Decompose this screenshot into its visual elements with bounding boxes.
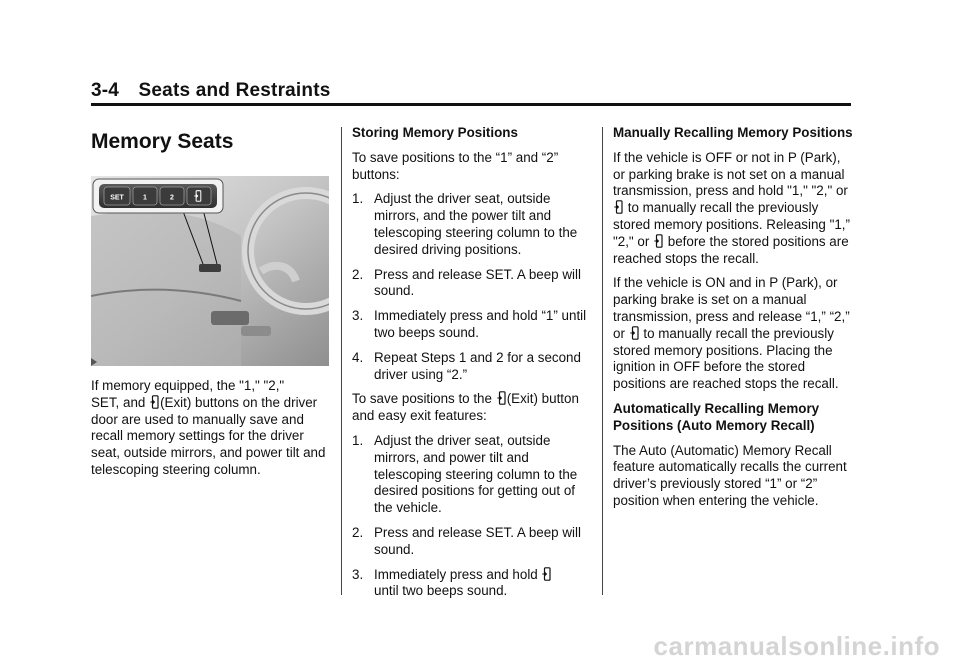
figure-2-label: 2 xyxy=(170,194,174,202)
step-text: Press and release SET. A beep will sound. xyxy=(374,266,581,299)
steps-list-b xyxy=(352,433,588,559)
auto-recall-heading: Automatically Recalling Memory Positions (Auto Memory Recall) xyxy=(613,400,820,433)
storing-heading: Storing Memory Positions xyxy=(352,125,518,140)
step-number: 1. xyxy=(352,191,364,207)
header-rule xyxy=(91,103,851,106)
step-text: Adjust the driver seat, outside mirrors, and power tilt and telescoping steering column to the desired positions for getting out of the vehicle. xyxy=(374,432,578,516)
step-item xyxy=(352,191,588,258)
door-panel-figure xyxy=(91,176,329,366)
chapter-title: Seats and Restraints xyxy=(138,80,331,101)
column-divider-1 xyxy=(341,127,342,595)
step-item xyxy=(352,525,588,559)
manual-recall-p1-b: to manually recall the previously stored memory positions. Releasing "1,” "2," or xyxy=(613,200,850,249)
column-divider-2 xyxy=(602,127,603,595)
column-3 xyxy=(613,125,853,518)
exit-icon xyxy=(654,234,663,248)
page-number: 3-4 xyxy=(91,80,120,101)
step-item xyxy=(352,350,588,384)
step-text: Immediately press and hold “1” until two beeps sound. xyxy=(374,308,587,340)
exit-icon xyxy=(614,200,623,214)
manual-recall-p2-a: If the vehicle is ON and in P (Park), or parking brake is set on a manual transmission, press and release “1,” “2,” or xyxy=(613,275,850,341)
intro-text-a: If memory equipped, the "1," "2," xyxy=(91,378,285,393)
step-text: Press and release SET. A beep will sound. xyxy=(374,524,581,557)
step-text: Adjust the driver seat, outside mirrors, and the power tilt and telescoping steering column to the desired driving positions. xyxy=(374,191,578,257)
step-text xyxy=(374,567,588,601)
exit-icon xyxy=(150,395,159,409)
exit-icon xyxy=(542,567,551,581)
step-item xyxy=(352,433,588,517)
step-number: 4. xyxy=(352,349,364,365)
intro-text-c: driver door are used to manually save and recall memory settings for the driver seat, outside mirrors, and power tilt and telescoping steering column. xyxy=(91,394,326,477)
step-item xyxy=(352,567,588,601)
step-number: 3. xyxy=(352,308,364,324)
auto-recall-p: The Auto (Automatic) Memory Recall feature automatically recalls the current driver’s previously stored “1” or “2” position when entering the vehicle. xyxy=(613,442,847,508)
column-2 xyxy=(352,125,588,608)
step-number: 2. xyxy=(352,524,364,540)
step3-text-b: until two beeps sound. xyxy=(374,583,508,599)
exit-intro-c: button and easy exit features: xyxy=(352,391,579,424)
step-item xyxy=(352,267,588,301)
step-item xyxy=(352,308,588,342)
section-title: Memory Seats xyxy=(91,130,234,153)
step-number: 2. xyxy=(352,266,364,282)
exit-intro xyxy=(352,391,588,425)
intro-text-b2: (Exit) buttons on the xyxy=(160,394,280,410)
exit-icon xyxy=(497,391,506,405)
column-1 xyxy=(91,125,329,487)
step3-text-a: Immediately press and hold xyxy=(374,566,538,582)
page-header xyxy=(91,80,851,102)
steps-list-a xyxy=(352,191,588,383)
figure-1-label: 1 xyxy=(143,194,147,202)
door-panel-illustration xyxy=(91,176,329,366)
manual-recall-p1-c: before the stored positions are reached stops the recall. xyxy=(613,233,849,266)
exit-intro-b: (Exit) xyxy=(506,391,538,407)
intro-text-b1: SET, and xyxy=(91,394,146,410)
manual-recall-p1-a: If the vehicle is OFF or not in P (Park), or parking brake is not set on a manual transmission, press and hold "1," "2," or xyxy=(613,149,848,199)
storing-intro: To save positions to the “1” and “2” buttons: xyxy=(352,149,559,182)
step-text: Repeat Steps 1 and 2 for a second driver using “2.” xyxy=(374,349,581,382)
manual-recall-p2-b: to manually recall the previously stored memory positions. Placing the ignition in OFF before the stored positions are reached stops the recall. xyxy=(613,325,839,392)
watermark: carmanualsonline.info xyxy=(653,631,940,661)
manual-recall-p1 xyxy=(613,150,853,268)
intro-paragraph xyxy=(91,378,329,479)
figure-set-label: SET xyxy=(110,194,124,202)
exit-icon xyxy=(630,326,639,340)
step-number: 1. xyxy=(352,432,364,448)
manual-recall-heading: Manually Recalling Memory Positions xyxy=(613,125,853,140)
step-number: 3. xyxy=(352,566,364,582)
manual-recall-p2 xyxy=(613,275,853,393)
exit-intro-a: To save positions to the xyxy=(352,391,492,407)
